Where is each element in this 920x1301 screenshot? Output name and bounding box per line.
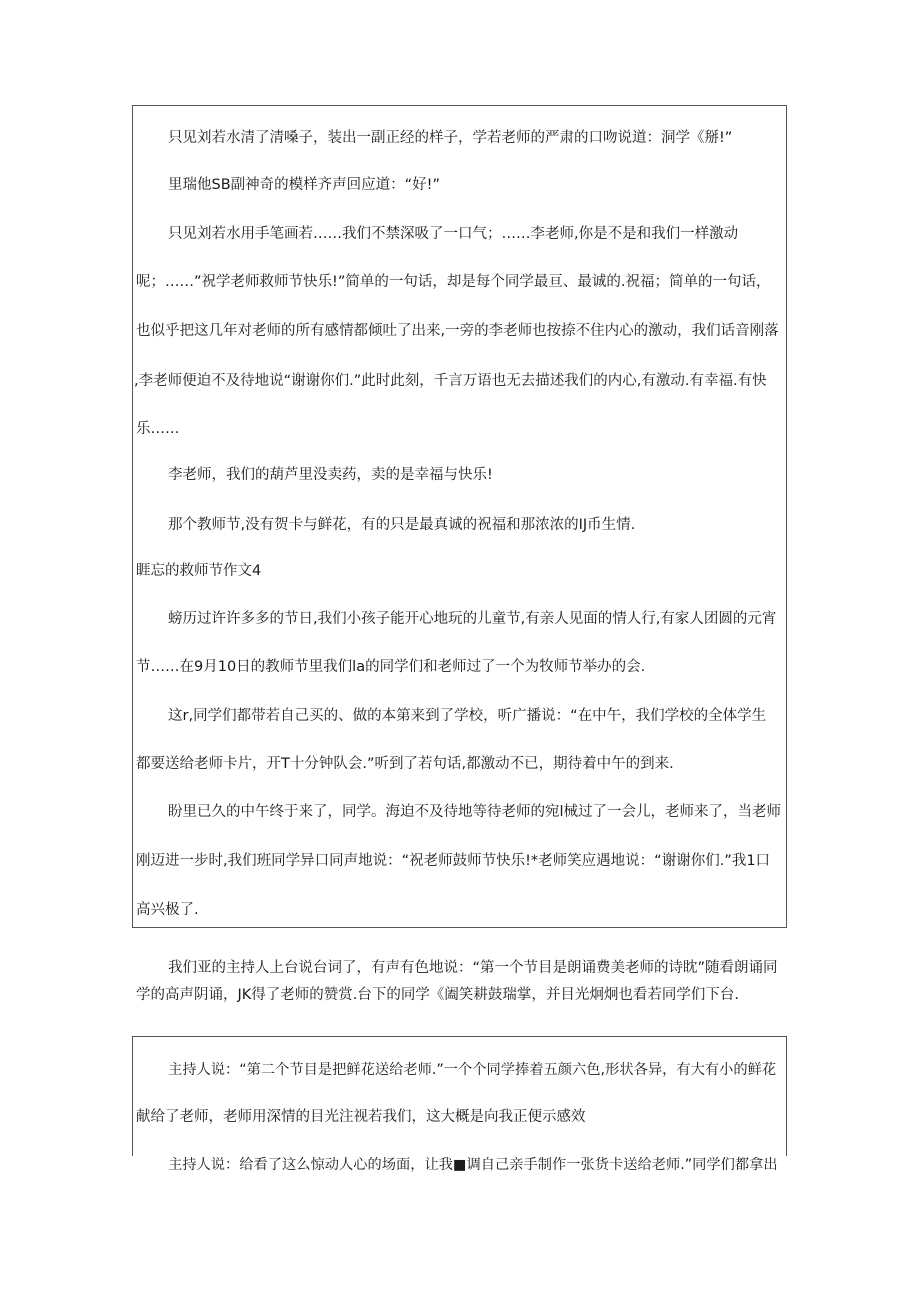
paragraph-line: 也似乎把这几年对老师的所有感情都倾吐了出来,一旁的李老师也按捺不住内心的激动，我们话音刚落	[136, 323, 779, 339]
paragraph-line: 李老师，我们的葫芦里没卖药，卖的是幸福与快乐!	[168, 467, 493, 483]
paragraph-line: 只见刘若水清了清嗓子，装出一副正经的样子，学若老师的严肃的口吻说道：洞学《掰!”	[168, 130, 733, 146]
paragraph-line: 螃历过许许多多的节日,我们小孩子能开心地玩的儿童节,有亲人见面的情人行,有家人团圆的元宵	[168, 611, 777, 627]
paragraph-line: 都要送给老师卡片，开T十分钟队会.”听到了若句话,都激动不已，期待着中午的到来.	[136, 756, 674, 772]
paragraph-line: 献给了老师，老师用深情的目光注视若我们，这大概是向我正便示感效	[136, 1109, 586, 1125]
paragraph-line: 刚迈进一步时,我们班同学异口同声地说：“祝老师鼓师节快乐!*老师笑应遇地说：“谢谢你们.”我1口	[136, 853, 771, 869]
paragraph-line: 盼里已久的中午终于来了，同学。海迫不及待地等待老师的宛l械过了一会儿，老师来了，当老师	[168, 804, 782, 820]
paragraph-line: 学的高声阴诵，JK得了老师的赞赏.台下的同学《阖笑耕鼓瑞掌，并目光炯炯也看若同学们下台.	[136, 987, 739, 1003]
paragraph-line: 主持人说：“第二个节目是把鲜花送给老师.”一个个同学捧着五颜六色,形状各异，有大有小的鲜花	[168, 1062, 777, 1078]
paragraph-line: 主持人说：给看了这么惊动人心的场面，让我■调自己亲手制作一张货卡送给老师.”同学们都拿出	[168, 1157, 778, 1173]
section-heading: 睚忘的救师节作文4	[136, 563, 262, 579]
text-frame-bottom	[132, 1036, 787, 1156]
paragraph-line: 那个教师节,没有贺卡与鲜花，有的只是最真诚的祝福和那浓浓的IJ币生情.	[168, 517, 636, 533]
paragraph-line: 我们亚的主持人上台说台词了，有声有色地说：“第一个节目是朗诵费美老师的诗眈”随看朗诵同	[168, 960, 778, 976]
paragraph-line: 高兴极了.	[136, 902, 199, 918]
paragraph-line: 节……在9月10日的教师节里我们la的同学们和老师过了一个为牧师节举办的会.	[136, 659, 646, 675]
paragraph-line: 这r,同学们都带若自己买的、做的本第来到了学校，听广播说：“在中午，我们学校的全体学生	[168, 708, 767, 724]
paragraph-line: 里瑞他SB副神奇的模样齐声回应道：“好!”	[168, 177, 440, 193]
paragraph-line: 乐……	[136, 421, 180, 437]
paragraph-line: ,李老师便迫不及待地说“谢谢你们.”此时此刻，千言万语也无去描述我们的内心,有激动.有幸福.有快	[134, 373, 767, 389]
paragraph-line: 只见刘若水用手笔画若……我们不禁深吸了一口气；……李老师,你是不是和我们一样激动	[168, 226, 739, 242]
paragraph-line: 呢；……”祝学老师救师节快乐!”简单的一句话，却是每个同学最亘、最诚的.祝福；简单的一句话，	[136, 274, 771, 290]
